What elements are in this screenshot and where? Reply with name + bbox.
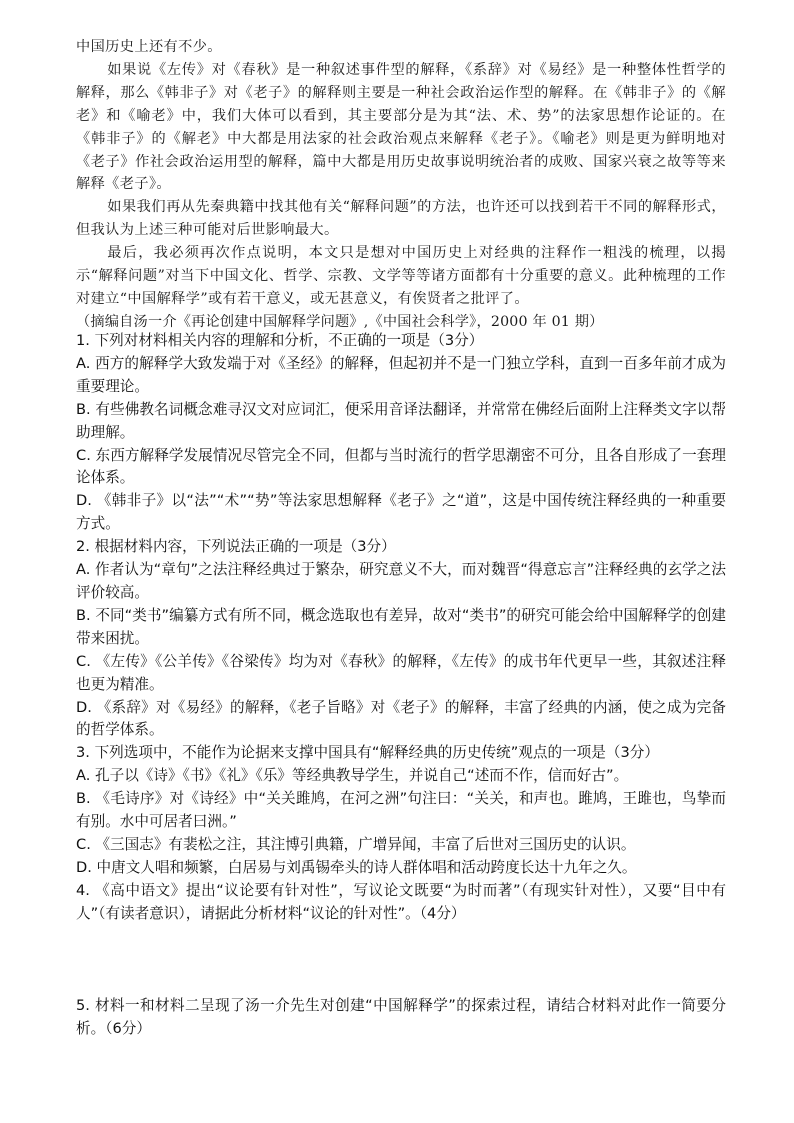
question-3-option-a: A. 孔子以《诗》《书》《礼》《乐》等经典教导学生，并说自己“述而不作，信而好古”。 — [76, 767, 629, 785]
question-2-option-b: B. 不同“类书”编纂方式有所不同，概念选取也有差异，故对“类书”的研究可能会给中国解释学的创建带来困扰。 — [76, 606, 726, 647]
reading-passage — [76, 36, 726, 334]
question-1-option-d: D. 《韩非子》以“法”“术”“势”等法家思想解释《老子》之“道”，这是中国传统注释经典的一种重要方式。 — [76, 492, 726, 533]
question-1-option-b: B. 有些佛教名词概念难寻汉文对应词汇，便采用音译法翻译，并常常在佛经后面附上注释类文字以帮助理解。 — [76, 400, 726, 441]
passage-paragraph: 如果说《左传》对《春秋》是一种叙述事件型的解释，《系辞》对《易经》是一种整体性哲学的解释，那么《韩非子》对《老子》的解释则主要是一种社会政治运作型的解释。在《韩非子》的《解老》和《喻老》中，我们大体可以看到，其主要部分是为其“法、术、势”的法家思想作论证的。在《韩非子》的《解老》中大都是用法家的社会政治观点来解释《老子》。《喻老》则是更为鲜明地对《老子》作社会政治运用型的解释，篇中大都是用历史故事说明统治者的成败、国家兴衰之故等等来解释《老子》。 — [76, 61, 726, 193]
question-3-stem: 3. 下列选项中，不能作为论据来支撑中国具有“解释经典的历史传统”观点的一项是（3分） — [76, 744, 659, 762]
question-2-option-d: D. 《系辞》对《易经》的解释，《老子旨略》对《老子》的解释，丰富了经典的内涵，使之成为完备的哲学体系。 — [76, 698, 726, 739]
passage-source: （摘编自汤一介《再论创建中国解释学问题》,《中国社会科学》，2000 年 01 期） — [76, 313, 604, 330]
question-5-stem: 5. 材料一和材料二呈现了汤一介先生对创建“中国解释学”的探索过程，请结合材料对此作一简要分析。（6分） — [76, 997, 726, 1037]
question-list — [76, 330, 726, 926]
question-2-stem: 2. 根据材料内容，下列说法正确的一项是（3分） — [76, 538, 396, 556]
question-4-stem: 4. 《高中语文》提出“议论要有针对性”，写议论文既要“为时而著”（有现实针对性），又要“目中有人”（有读者意识），请据此分析材料“议论的针对性”。（4分） — [76, 881, 726, 922]
passage-paragraph: 最后，我必须再次作点说明，本文只是想对中国历史上对经典的注释作一粗浅的梳理，以揭示“解释问题”对当下中国文化、哲学、宗教、文学等等诸方面都有十分重要的意义。此种梳理的工作对建立“中国解释学”或有若干意义，或无甚意义，有俟贤者之批评了。 — [76, 245, 726, 307]
passage-paragraph: 如果我们再从先秦典籍中找其他有关“解释问题”的方法，也许还可以找到若干不同的解释形式，但我认为上述三种可能对后世影响最大。 — [76, 199, 726, 239]
question-2-option-a: A. 作者认为“章句”之法注释经典过于繁杂，研究意义不大，而对魏晋“得意忘言”注释经典的玄学之法评价较高。 — [76, 561, 726, 601]
question-3-option-d: D. 中唐文人唱和频繁，白居易与刘禹锡牵头的诗人群体唱和活动跨度长达十九年之久。 — [76, 858, 637, 876]
passage-line: 中国历史上还有不少。 — [76, 39, 222, 55]
question-1-option-c: C. 东西方解释学发展情况尽管完全不同，但都与当时流行的哲学思潮密不可分，且各自形成了一套理论体系。 — [76, 446, 726, 487]
question-3-option-b: B. 《毛诗序》对《诗经》中“关关雎鸠，在河之洲”句注曰：“关关，和声也。雎鸠，王雎也，鸟挚而有别。水中可居者曰洲。” — [76, 790, 726, 831]
question-2-option-c: C. 《左传》《公羊传》《谷梁传》均为对《春秋》的解释，《左传》的成书年代更早一些，其叙述注释也更为精准。 — [76, 652, 726, 693]
question-1-option-a: A. 西方的解释学大致发端于对《圣经》的解释，但起初并不是一门独立学科，直到一百多年前才成为重要理论。 — [76, 354, 726, 395]
question-3-option-c: C. 《三国志》有裴松之注，其注博引典籍，广增异闻，丰富了后世对三国历史的认识。 — [76, 835, 636, 853]
question-5-block — [76, 994, 726, 1040]
question-1-stem: 1. 下列对材料相关内容的理解和分析，不正确的一项是（3分） — [76, 332, 484, 349]
